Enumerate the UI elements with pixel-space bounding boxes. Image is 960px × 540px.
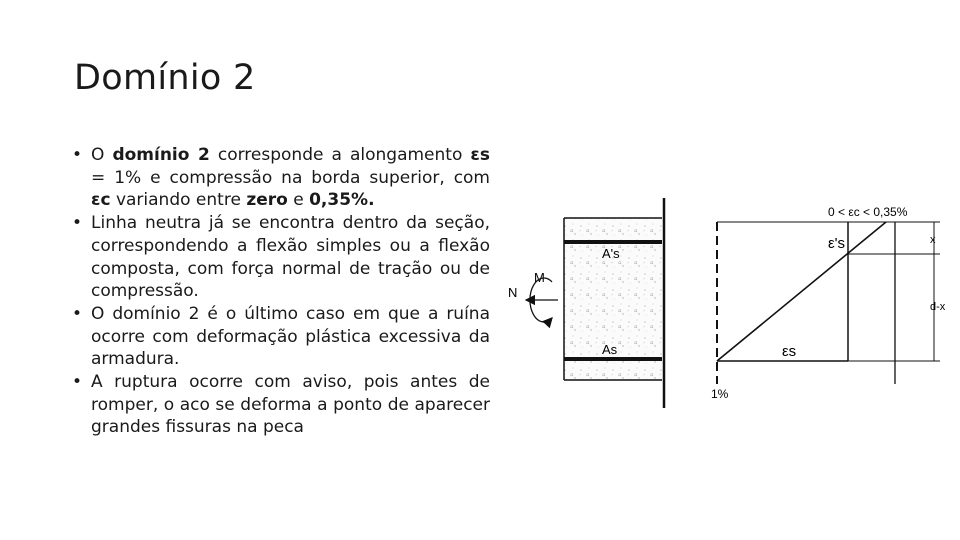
bullet-text [91,213,490,301]
bottom-steel-bar [564,357,662,361]
remaining-depth-label: d-x [930,301,946,313]
bullet-segment: corresponde a alongamento [209,145,471,165]
bullet-bold-text: 0,35%. [309,190,375,211]
slide-title: Domínio 2 [74,58,256,98]
bullet-item [72,371,490,439]
bullet-segment: O domínio 2 é o último caso em que a ruína ocorre com deformação plástica excessiva da armadura. [91,303,490,370]
bullet-segment: A ruptura ocorre com aviso, pois antes de romper, o aco se deforma a ponto de aparecer grandes fissuras na peca [91,372,490,438]
bullet-segment: = 1% e compressão na borda superior, com [91,167,490,188]
bottom-steel-label: As [602,342,618,357]
strain-diagram [711,205,946,401]
bullet-list [72,144,490,439]
bullet-item [72,212,490,303]
bullet-dot-icon: • [72,372,83,393]
bullet-segment: variando entre [110,190,247,211]
bullet-text [91,304,490,369]
bullet-item [72,144,490,212]
bullet-item [72,303,490,371]
domain-2-diagram [498,190,946,410]
bullet-bold-text: εs [470,145,490,165]
bullet-segment: Linha neutra já se encontra dentro da seção, correspondendo a flexão simples ou a flexão composta, com força normal de tração ou de compressão. [91,213,490,302]
bullet-dot-icon: • [72,145,83,165]
cross-section [508,198,664,408]
bullet-dot-icon: • [72,303,83,324]
top-steel-strain-label: ε's [828,235,846,252]
bullet-bold-text: εc [91,190,111,211]
diagram-svg [498,190,946,410]
moment-label: M [534,270,545,285]
top-strain-range-label: 0 < εc < 0,35% [828,205,908,219]
normal-force-label: N [508,285,518,300]
bullet-bold-text: domínio 2 [112,145,210,165]
bottom-strain-value: 1% [711,387,729,401]
bullet-bold-text: zero [246,190,288,211]
bullet-dot-icon: • [72,213,83,234]
bullet-segment: O [91,145,113,165]
bottom-steel-strain-label: εs [782,343,797,360]
bullet-segment: e [287,190,310,211]
strain-line [717,222,886,361]
bullet-text [91,145,490,210]
bullet-text [91,372,490,437]
top-steel-label: A's [602,246,620,261]
neutral-depth-label: x [930,234,936,246]
top-steel-bar [564,240,662,244]
